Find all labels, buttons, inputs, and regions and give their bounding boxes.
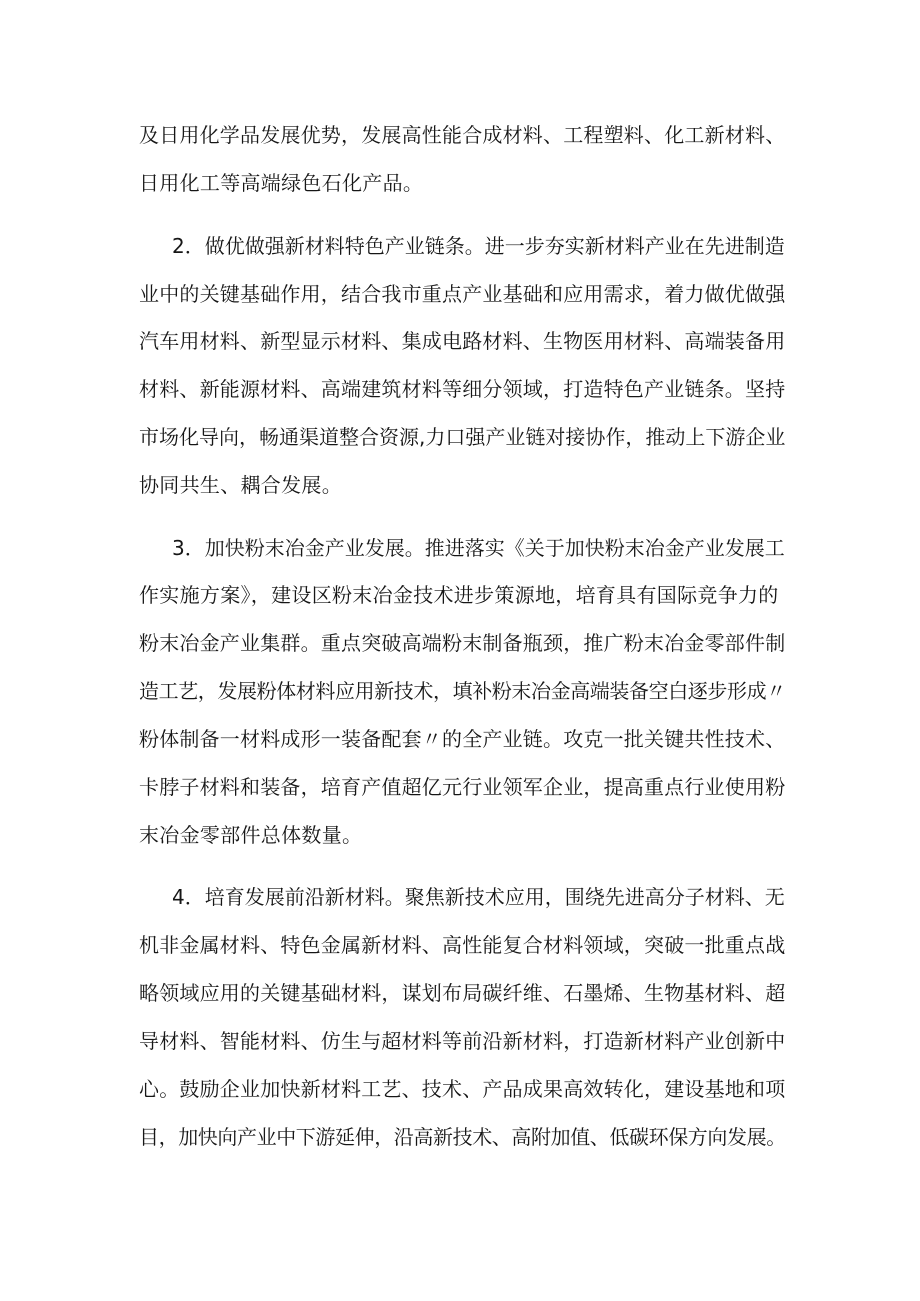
text-line: 材料、新能源材料、高端建筑材料等细分领域，打造特色产业链条。坚持 bbox=[139, 377, 786, 401]
text-line: 末冶金零部件总体数量。 bbox=[139, 823, 363, 847]
text-line: 心。鼓励企业加快新材料工艺、技术、产品成果高效转化，建设基地和项 bbox=[139, 1077, 786, 1101]
text-line: 导材料、智能材料、仿生与超材料等前沿新材料，打造新材料产业创新中 bbox=[139, 1029, 786, 1053]
text-line: 卡脖子材料和装备，培育产值超亿元行业领军企业，提高重点行业使用粉 bbox=[139, 775, 786, 799]
text-line: 业中的关键基础作用，结合我市重点产业基础和应用需求，着力做优做强 bbox=[139, 282, 786, 306]
paragraph-lead-line: 4．培育发展前沿新材料。聚焦新技术应用，围绕先进高分子材料、无 bbox=[172, 885, 785, 909]
text-line: 汽车用材料、新型显示材料、集成电路材料、生物医用材料、高端装备用 bbox=[139, 329, 786, 353]
text-line: 协同共生、耦合发展。 bbox=[139, 473, 342, 497]
text-line: 粉体制备一材料成形一装备配套〃的全产业链。攻克一批关键共性技术、 bbox=[139, 727, 786, 751]
paragraph-lead-line: 3．加快粉末冶金产业发展。推进落实《关于加快粉末冶金产业发展工 bbox=[172, 536, 785, 560]
text-line: 目，加快向产业中下游延伸，沿高新技术、高附加值、低碳环保方向发展。 bbox=[139, 1125, 786, 1149]
text-line: 市场化导向，畅通渠道整合资源,力口强产业链对接协作，推动上下游企业 bbox=[139, 425, 786, 449]
text-line: 略领域应用的关键基础材料，谋划布局碳纤维、石墨烯、生物基材料、超 bbox=[139, 981, 786, 1005]
paragraph-lead-line: 2．做优做强新材料特色产业链条。进一步夯实新材料产业在先进制造 bbox=[172, 234, 785, 258]
text-line: 作实施方案》，建设区粉末冶金技术进步策源地，培育具有国际竞争力的 bbox=[139, 583, 779, 607]
text-line: 机非金属材料、特色金属新材料、高性能复合材料领域，突破一批重点战 bbox=[139, 933, 786, 957]
text-line: 造工艺，发展粉体材料应用新技术，填补粉末冶金高端装备空白逐步形成〃 bbox=[139, 679, 786, 703]
text-line: 及日用化学品发展优势，发展高性能合成材料、工程塑料、化工新材料、 bbox=[139, 123, 786, 147]
text-line: 粉末冶金产业集群。重点突破高端粉末制备瓶颈，推广粉末冶金零部件制 bbox=[139, 631, 786, 655]
text-line: 日用化工等高端绿色石化产品。 bbox=[139, 171, 424, 195]
